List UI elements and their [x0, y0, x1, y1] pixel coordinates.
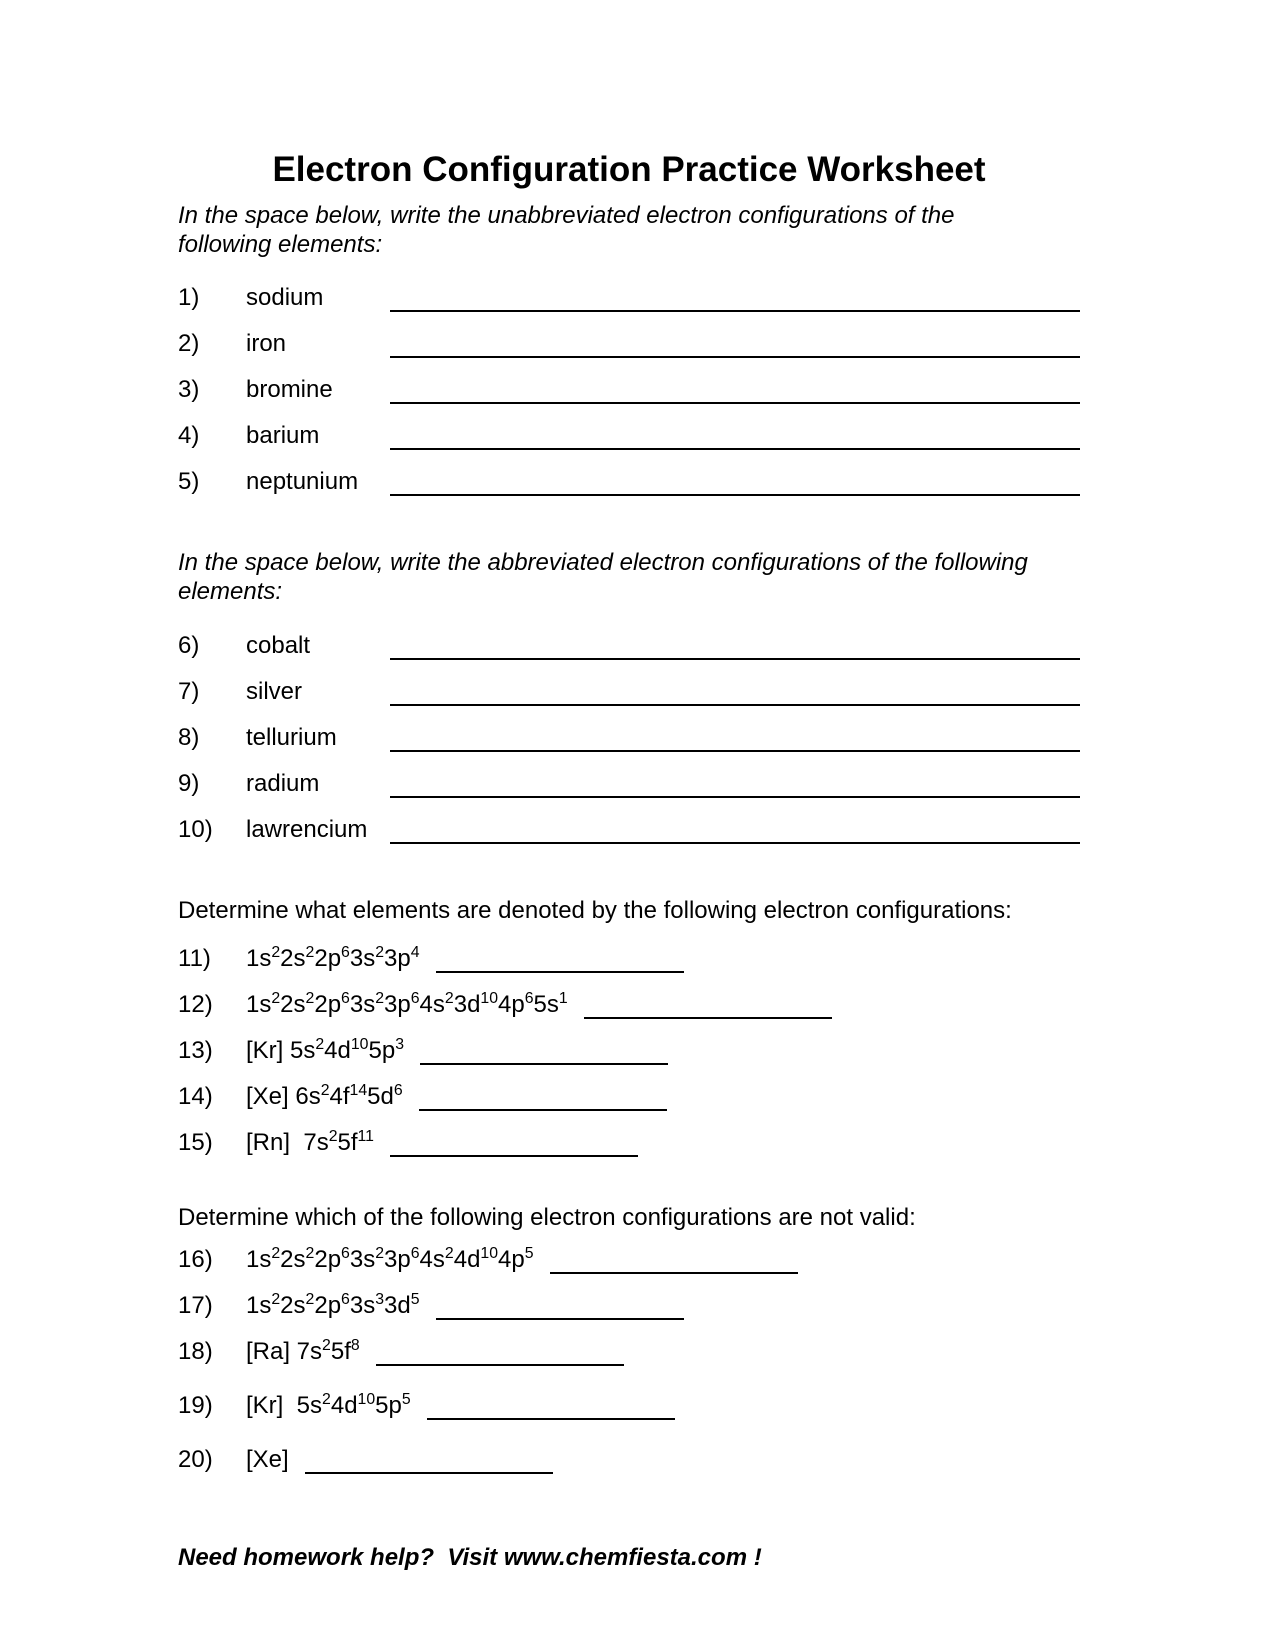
- section-instruction: [178, 201, 1080, 259]
- worksheet-item: [178, 364, 1080, 410]
- answer-blank: [436, 971, 684, 973]
- item-list: [178, 1234, 1080, 1480]
- answer-blank: [390, 750, 1080, 752]
- worksheet-item: [178, 1071, 1080, 1117]
- electron-configuration: [Ra] $7s^25f^8$: [246, 1337, 360, 1365]
- section-unabbreviated-configurations: [178, 201, 1080, 502]
- electron-configuration: $1s^22s^22p^63s^23p^64s^24d^{10}4p^5$: [246, 1245, 534, 1273]
- item-number: 1): [178, 284, 200, 311]
- instruction-line: elements:: [178, 578, 283, 605]
- item-number: 17): [178, 1292, 213, 1319]
- worksheet-item: [178, 712, 1080, 758]
- item-number: 11): [178, 945, 211, 972]
- answer-blank: [550, 1272, 798, 1274]
- worksheet-item: [178, 620, 1080, 666]
- section-identify-elements: [178, 896, 1080, 1163]
- answer-blank: [390, 494, 1080, 496]
- item-number: 20): [178, 1446, 213, 1473]
- worksheet-item: [178, 933, 1080, 979]
- electron-configuration: [Rn] $7s^25f^{11}$: [246, 1128, 374, 1156]
- item-number: 16): [178, 1246, 213, 1273]
- worksheet-item: [178, 1434, 1080, 1480]
- electron-configuration: $1s^22s^22p^63s^23p^64s^23d^{10}4p^65s^1$: [246, 990, 568, 1018]
- item-number: 6): [178, 632, 200, 659]
- item-number: 8): [178, 724, 200, 751]
- item-number: 5): [178, 468, 200, 495]
- item-number: 9): [178, 770, 200, 797]
- answer-blank: [420, 1063, 668, 1065]
- item-number: 14): [178, 1083, 213, 1110]
- worksheet-item: [178, 410, 1080, 456]
- element-name: tellurium: [246, 724, 337, 751]
- answer-blank: [390, 356, 1080, 358]
- instruction-line: following elements:: [178, 231, 383, 258]
- electron-configuration: $1s^22s^22p^63s^33d^5$: [246, 1291, 420, 1319]
- worksheet-item: [178, 804, 1080, 850]
- instruction-line: Determine which of the following electron configurations are not valid:: [178, 1204, 916, 1231]
- electron-configuration: $1s^22s^22p^63s^23p^4$: [246, 944, 420, 972]
- item-number: 2): [178, 330, 200, 357]
- worksheet-item: [178, 318, 1080, 364]
- element-name: sodium: [246, 284, 324, 311]
- answer-blank: [390, 842, 1080, 844]
- answer-blank: [390, 448, 1080, 450]
- instruction-line: In the space below, write the unabbreviated electron configurations of the: [178, 202, 955, 229]
- worksheet-item: [178, 1326, 1080, 1372]
- item-list: [178, 620, 1080, 850]
- worksheet-item: [178, 272, 1080, 318]
- item-number: 15): [178, 1129, 213, 1156]
- electron-configuration: [Kr] $5s^24d^{10}5p^3$: [246, 1036, 404, 1064]
- worksheet-item: [178, 1280, 1080, 1326]
- footer-note: Need homework help? Visit www.chemfiesta.com !: [178, 1544, 762, 1571]
- section-abbreviated-configurations: [178, 548, 1080, 850]
- element-name: silver: [246, 678, 303, 705]
- worksheet-item: [178, 979, 1080, 1025]
- answer-blank: [427, 1418, 675, 1420]
- electron-configuration: [Xe]: [246, 1446, 289, 1473]
- element-name: bromine: [246, 376, 333, 403]
- answer-blank: [584, 1017, 832, 1019]
- answer-blank: [390, 704, 1080, 706]
- section-instruction: [178, 548, 1080, 606]
- instruction-line: Determine what elements are denoted by the following electron configurations:: [178, 897, 1012, 924]
- electron-configuration: [Xe] $6s^24f^{14}5d^6$: [246, 1082, 403, 1110]
- worksheet-item: [178, 1117, 1080, 1163]
- element-name: radium: [246, 770, 320, 797]
- element-name: barium: [246, 422, 320, 449]
- answer-blank: [390, 310, 1080, 312]
- answer-blank: [419, 1109, 667, 1111]
- item-number: 3): [178, 376, 200, 403]
- answer-blank: [390, 1155, 638, 1157]
- answer-blank: [305, 1472, 553, 1474]
- item-list: [178, 272, 1080, 502]
- section-instruction: [178, 1203, 1080, 1232]
- answer-blank: [390, 796, 1080, 798]
- element-name: cobalt: [246, 632, 311, 659]
- worksheet-item: [178, 666, 1080, 712]
- section-instruction: [178, 896, 1080, 925]
- item-number: 10): [178, 816, 213, 843]
- worksheet-item: [178, 1234, 1080, 1280]
- element-name: iron: [246, 330, 287, 357]
- item-number: 13): [178, 1037, 213, 1064]
- item-number: 19): [178, 1392, 213, 1419]
- worksheet-item: [178, 1380, 1080, 1426]
- item-number: 4): [178, 422, 200, 449]
- item-number: 7): [178, 678, 200, 705]
- worksheet-item: [178, 1025, 1080, 1071]
- item-number: 12): [178, 991, 213, 1018]
- element-name: neptunium: [246, 468, 359, 495]
- worksheet-item: [178, 758, 1080, 804]
- electron-configuration: [Kr] $5s^24d^{10}5p^5$: [246, 1391, 411, 1419]
- answer-blank: [390, 402, 1080, 404]
- answer-blank: [390, 658, 1080, 660]
- worksheet-sections: [178, 201, 1080, 1480]
- answer-blank: [376, 1364, 624, 1366]
- worksheet-item: [178, 456, 1080, 502]
- element-name: lawrencium: [246, 816, 368, 843]
- page-title: Electron Configuration Practice Worksheet: [272, 150, 986, 189]
- item-list: [178, 933, 1080, 1163]
- instruction-line: In the space below, write the abbreviated electron configurations of the following: [178, 549, 1028, 576]
- section-not-valid-configurations: [178, 1203, 1080, 1480]
- item-number: 18): [178, 1338, 213, 1365]
- answer-blank: [436, 1318, 684, 1320]
